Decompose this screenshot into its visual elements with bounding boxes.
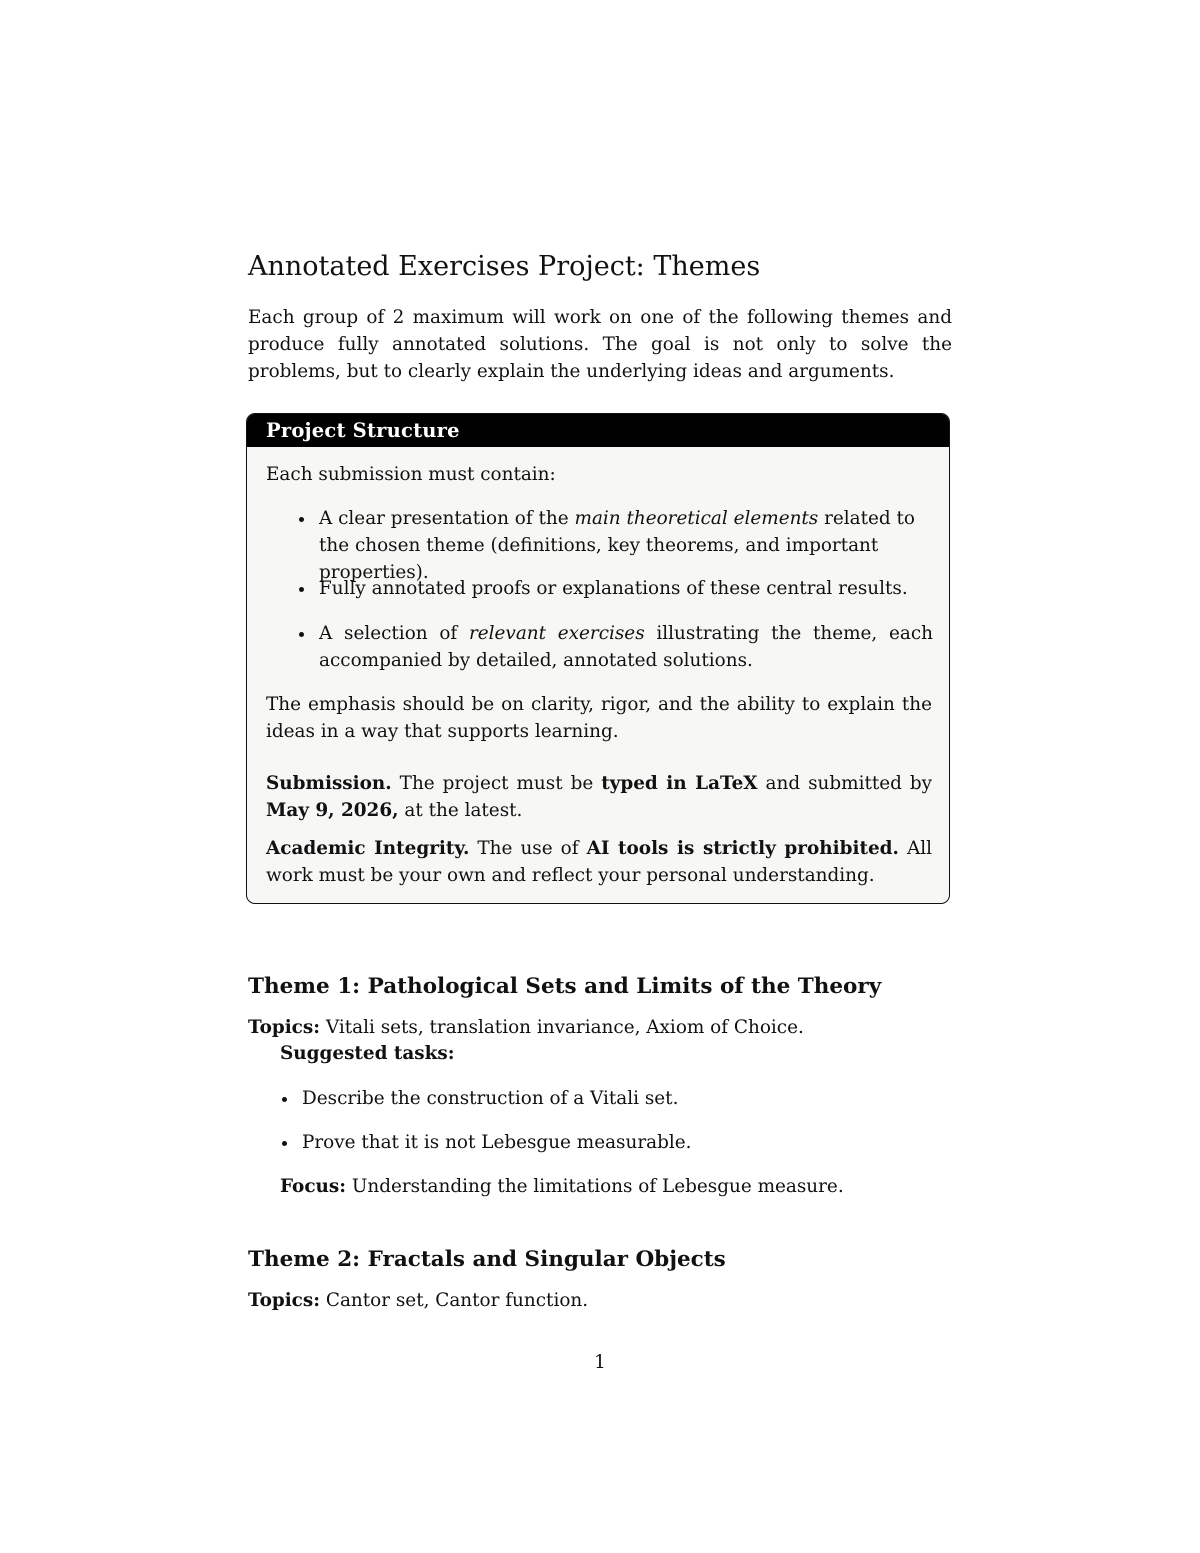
structure-bullet: A selection of relevant exercises illustrating the theme, each accompanied by detailed, annotated solutions. bbox=[319, 620, 933, 674]
integrity-label: Academic Integrity. bbox=[266, 838, 470, 859]
project-structure-box bbox=[246, 413, 950, 904]
bullet-dot bbox=[282, 1141, 287, 1146]
page-title: Annotated Exercises Project: Themes bbox=[248, 251, 761, 282]
bullet-dot bbox=[299, 517, 304, 522]
bullet-dot bbox=[299, 587, 304, 592]
box-header: Project Structure bbox=[247, 414, 949, 447]
submission-label: Submission. bbox=[266, 773, 392, 794]
integrity-paragraph: Academic Integrity. The use of AI tools is strictly prohibited. All work must be your own and reflect your personal understanding. bbox=[266, 838, 932, 886]
theme-2-heading: Theme 2: Fractals and Singular Objects bbox=[248, 1247, 726, 1272]
theme-1-task-item: Prove that it is not Lebesgue measurable. bbox=[302, 1129, 691, 1156]
bullet-dot bbox=[282, 1097, 287, 1102]
theme-1-task-item: Describe the construction of a Vitali set. bbox=[302, 1085, 678, 1112]
page-number: 1 bbox=[594, 1352, 606, 1373]
submission-paragraph: Submission. The project must be typed in LaTeX and submitted by May 9, 2026, at the latest. bbox=[266, 773, 933, 821]
structure-bullet: A clear presentation of the main theoretical elements related to the chosen theme (definitions, key theorems, and important properties). bbox=[319, 505, 933, 586]
intro-paragraph: Each group of 2 maximum will work on one of the following themes and produce fully annotated solutions. The goal is not only to solve the problems, but to clearly explain the underlying ideas and arguments. bbox=[248, 307, 952, 382]
emphasis-text: main theoretical elements bbox=[574, 508, 819, 529]
emphasis-text: relevant exercises bbox=[468, 623, 645, 644]
theme-1-focus: Focus: Understanding the limitations of Lebesgue measure. bbox=[280, 1176, 844, 1197]
theme-2-topics: Topics: Cantor set, Cantor function. bbox=[248, 1290, 589, 1311]
theme-1-topics: Topics: Vitali sets, translation invariance, Axiom of Choice. bbox=[248, 1017, 804, 1038]
theme-1-heading: Theme 1: Pathological Sets and Limits of the Theory bbox=[248, 974, 882, 999]
theme-1-tasks-label: Suggested tasks: bbox=[280, 1043, 455, 1064]
box-lead-text: Each submission must contain: bbox=[266, 464, 556, 485]
bullet-dot bbox=[299, 632, 304, 637]
structure-bullet: Fully annotated proofs or explanations of these central results. bbox=[319, 575, 933, 602]
emphasis-note: The emphasis should be on clarity, rigor, and the ability to explain the ideas in a way that supports learning. bbox=[266, 694, 932, 742]
